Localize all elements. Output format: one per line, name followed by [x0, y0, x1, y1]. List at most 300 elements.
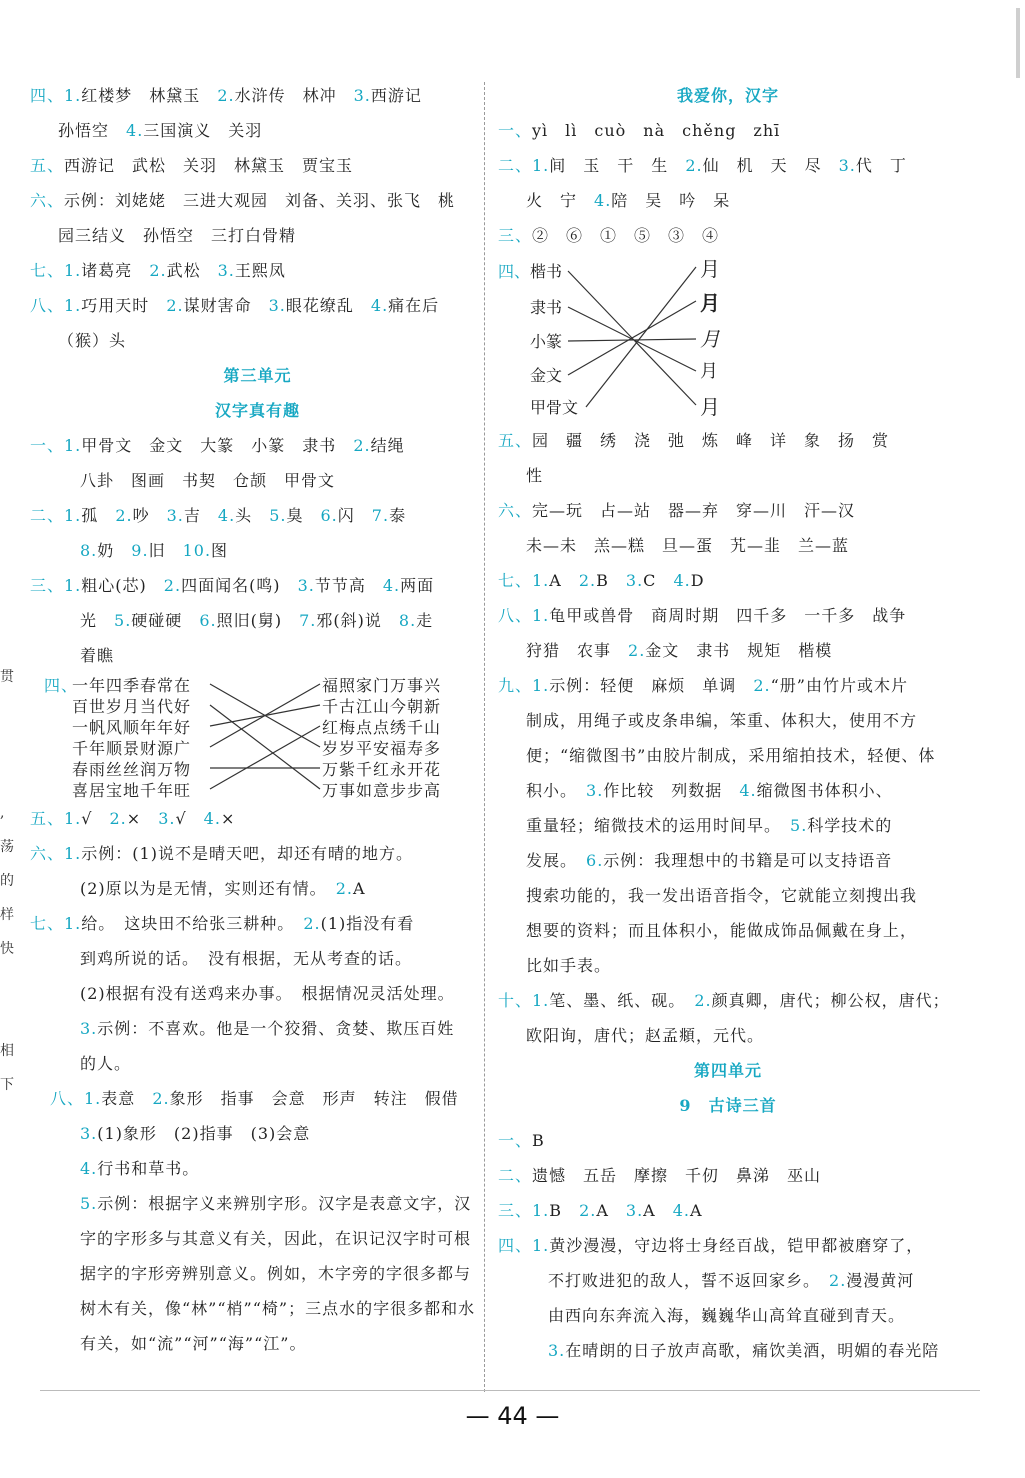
item-marker: 3.: [625, 571, 644, 590]
answer-line: [498, 1228, 958, 1263]
answer-line: [30, 638, 485, 673]
bottom-rule: [40, 1390, 980, 1391]
answer-text: 诸葛亮: [81, 261, 133, 280]
answer-text: 字的字形多与其意义有关，因此，在识记汉字时可根: [80, 1229, 472, 1248]
answer-text: 邪(斜)说: [316, 611, 382, 630]
answer-text: 节节高: [314, 576, 366, 595]
couplet-left: 百世岁月当代好: [72, 697, 192, 716]
answer-text: 完—玩 占—站 器—弃 穿—川 汗—汉: [532, 501, 856, 520]
answer-line: [30, 976, 485, 1011]
answer-text: 照旧(舅): [216, 611, 283, 630]
spine-text: [0, 660, 18, 1102]
match-line: [210, 705, 320, 789]
item-marker: 5.: [114, 611, 132, 630]
answer-text: 泰: [389, 506, 407, 525]
answer-line: [30, 1011, 485, 1046]
answer-line: [498, 738, 958, 773]
answer-text: 树木有关，像“林”“梢”“椅”；三点水的字很多都和水: [80, 1299, 476, 1318]
couplet-left: 喜居宝地千年旺: [72, 781, 192, 800]
right-column: [498, 78, 958, 1368]
answer-line: [30, 568, 485, 603]
answer-text: 龟甲或兽骨 商周时期 四千多 一千多 战争: [549, 606, 907, 625]
answer-line: [30, 801, 485, 836]
answer-line: [30, 1046, 485, 1081]
answer-line: [498, 218, 958, 253]
script-style: 金文: [530, 366, 563, 385]
item-marker: 七、1.: [498, 571, 550, 590]
item-marker: 一、1.: [30, 436, 82, 455]
answer-line: [498, 878, 958, 913]
matching-lines: [30, 673, 480, 801]
answer-text: 到鸡所说的话。 没有根据，无从考查的话。: [80, 949, 413, 968]
answer-text: 谋财害命: [183, 296, 252, 315]
couplet-right: 千古江山今朝新: [322, 697, 442, 716]
answer-text: 制成，用绳子或皮条串编，笨重、体积大，使用不方: [526, 711, 918, 730]
item-marker: 3.: [353, 86, 371, 105]
answer-text: 眼花缭乱: [285, 296, 354, 315]
answer-line: [30, 836, 485, 871]
answer-line: [498, 1193, 958, 1228]
answer-text: (1)象形 (2)指事 (3)会意: [97, 1124, 311, 1143]
answer-line: [30, 148, 485, 183]
unit-title: 第四单元: [693, 1061, 762, 1080]
answer-line: [30, 183, 485, 218]
answer-line: [30, 498, 485, 533]
answer-line: [30, 253, 485, 288]
answer-text: 欧阳询，唐代；赵孟頫，元代。: [526, 1026, 765, 1045]
item-marker: 2.: [152, 1089, 170, 1108]
couplet-right: 万紫千红永开花: [322, 760, 442, 779]
item-marker: 4.: [673, 571, 691, 590]
item-marker: 6.: [199, 611, 217, 630]
answer-text: 旧: [148, 541, 166, 560]
answer-line: [498, 633, 958, 668]
oracle-glyph: 月: [700, 257, 720, 281]
answer-text: 搜索功能的，我一发出语音指令，它就能立刻搜出我: [526, 886, 918, 905]
item-marker: 4.: [126, 121, 144, 140]
item-marker: 2.: [578, 571, 597, 590]
answer-text: B: [596, 571, 609, 590]
answer-text: A: [352, 879, 366, 898]
answer-text: 未—未 羔—糕 旦—蛋 艽—韭 兰—蓝: [526, 536, 850, 555]
answer-text: 孤: [81, 506, 99, 525]
answer-line: [498, 983, 958, 1018]
answer-line: [498, 668, 958, 703]
item-marker: 3.: [297, 576, 315, 595]
item-marker: 六、: [498, 501, 533, 520]
answer-text: 想要的资料；而且体积小，能做成饰品佩戴在身上，: [526, 921, 918, 940]
answer-text: 代 丁: [855, 156, 907, 175]
couplet-right: 万事如意步步高: [322, 781, 442, 800]
answer-line: [498, 913, 958, 948]
answer-line: [498, 528, 958, 563]
item-marker: 3.: [838, 156, 856, 175]
match-line: [210, 726, 320, 789]
answer-text: 便；“缩微图书”由胶片制成，采用缩拍技术，轻便、体: [526, 746, 936, 765]
item-marker: 2.: [694, 991, 712, 1010]
answer-line: [30, 1186, 485, 1221]
item-marker: 五、1.: [30, 809, 82, 828]
spine-char: [0, 1000, 18, 1034]
answer-text: D: [690, 571, 705, 590]
answer-text: 示例：(1)说不是晴天吧，却还有晴的地方。: [81, 844, 413, 863]
match-line: [568, 301, 696, 375]
answer-line: [498, 1158, 958, 1193]
answer-line: [30, 1116, 485, 1151]
answer-line: [498, 1298, 958, 1333]
answer-text: 象形 指事 会意 形声 转注 假借: [169, 1089, 459, 1108]
script-style: 隶书: [530, 298, 563, 317]
answer-text: ② ⑥ ① ⑤ ③ ④: [532, 226, 720, 245]
item-marker: 3.: [80, 1019, 98, 1038]
answer-line: [498, 808, 958, 843]
answer-text: C: [643, 571, 657, 590]
answer-text: 漫漫黄河: [846, 1271, 915, 1290]
answer-text: 颜真卿，唐代；柳公权，唐代；: [711, 991, 950, 1010]
answer-line: [30, 941, 485, 976]
script-style: 楷书: [530, 262, 563, 281]
item-marker: 四、1.: [30, 86, 82, 105]
answer-text: 示例：轻便 麻烦 单调: [549, 676, 737, 695]
answer-line: [498, 113, 958, 148]
answer-text: A: [596, 1201, 609, 1220]
spine-char: 快: [0, 941, 14, 957]
answer-line: [30, 603, 485, 638]
item-marker: 2.: [628, 641, 646, 660]
bronze-glyph: 月: [700, 291, 720, 315]
lesson-number: 9: [679, 1096, 692, 1115]
answer-text: B: [549, 1201, 563, 1220]
item-marker: 三、1.: [30, 576, 82, 595]
answer-text: 吉: [183, 506, 201, 525]
lesson-name: 古诗三首: [708, 1096, 777, 1115]
answer-text: yì lì cuò nà chěng zhī: [532, 121, 781, 140]
item-marker: 7.: [299, 611, 317, 630]
answer-line: [30, 1256, 485, 1291]
answer-line: [30, 78, 485, 113]
item-marker: 2.: [685, 156, 703, 175]
edge-mark: [1016, 8, 1020, 78]
answer-text: 由西向东奔流入海，巍巍华山高耸直碰到青天。: [548, 1306, 906, 1325]
answer-line: [498, 948, 958, 983]
answer-text: 三国演义 关羽: [143, 121, 263, 140]
answer-text: 园三结义 孙悟空 三打白骨精: [58, 226, 297, 245]
spine-char: [0, 762, 18, 796]
section-title: 汉字真有趣: [214, 401, 300, 420]
answer-text: A: [690, 1201, 703, 1220]
item-marker: 8.: [80, 541, 98, 560]
answer-line: [30, 1326, 485, 1361]
item-marker: 3.: [217, 261, 235, 280]
item-marker: 5.: [790, 816, 808, 835]
answer-text: 痛在后: [388, 296, 440, 315]
answer-text: 给。 这块田不给张三耕种。: [81, 914, 287, 933]
answer-text: 积小。: [526, 781, 570, 800]
lesson-title: [498, 1088, 958, 1123]
answer-line: [30, 1081, 485, 1116]
item-marker: 六、: [30, 191, 65, 210]
spine-char: 相: [0, 1043, 14, 1059]
answer-text: 比如手表。: [526, 956, 612, 975]
couplet-matching: [30, 673, 480, 801]
answer-text: B: [532, 1131, 545, 1150]
item-marker: 七、1.: [30, 261, 82, 280]
item-marker: 2.: [166, 296, 184, 315]
spine-char: 贯: [0, 669, 14, 685]
answer-line: [498, 703, 958, 738]
item-marker: 5.: [80, 1194, 98, 1213]
item-marker: 三、1.: [498, 1201, 550, 1220]
answer-text: 重量轻；缩微技术的运用时间早。: [526, 816, 774, 835]
item-marker: 八、1.: [498, 606, 550, 625]
couplet-left: 千年顺景财源广: [72, 739, 192, 758]
answer-text: 武松: [166, 261, 201, 280]
item-marker: 六、1.: [30, 844, 82, 863]
answer-text: 八卦 图画 书契 仓颉 甲骨文: [80, 471, 336, 490]
answer-text: A: [643, 1201, 656, 1220]
item-marker: 3.: [80, 1124, 98, 1143]
answer-line: [30, 218, 485, 253]
item-marker: 2.: [115, 506, 133, 525]
answer-text: 走: [416, 611, 434, 630]
answer-text: 据字的字形旁辨别意义。例如，木字旁的字很多都与: [80, 1264, 472, 1283]
answer-line: [30, 533, 485, 568]
spine-char: 下: [0, 1077, 14, 1093]
answer-line: [498, 183, 958, 218]
couplet-left: 一帆风顺年年好: [72, 718, 192, 737]
item-marker: 八、1.: [50, 1089, 102, 1108]
couplet-left: 春雨丝丝润万物: [72, 760, 192, 779]
item-marker: 一、: [498, 121, 533, 140]
answer-text: ×: [126, 809, 142, 828]
item-marker: 4.: [217, 506, 236, 525]
answer-line: [498, 1333, 958, 1368]
answer-text: 性: [526, 466, 544, 485]
answer-text: 在晴朗的日子放声高歌，痛饮美酒，明媚的春光陪: [565, 1341, 940, 1360]
answer-text: 王熙凤: [234, 261, 286, 280]
answer-text: 结绳: [370, 436, 405, 455]
answer-text: 四面闻名(鸣): [181, 576, 281, 595]
answer-text: 西游记: [370, 86, 422, 105]
answer-text: 奶: [97, 541, 115, 560]
item-marker: 2.: [753, 676, 771, 695]
answer-line: [30, 288, 485, 323]
item-marker: 5.: [269, 506, 287, 525]
answer-line: [498, 1018, 958, 1053]
script-style: 小篆: [530, 332, 563, 351]
answer-line: [498, 493, 958, 528]
item-marker: 4.: [739, 781, 757, 800]
item-marker: 3.: [158, 809, 176, 828]
answer-text: 间 玉 干 生: [549, 156, 669, 175]
item-marker: 4.: [382, 576, 401, 595]
item-marker: 7.: [371, 506, 390, 525]
item-marker: 四、: [44, 676, 79, 695]
couplet-left: 一年四季春常在: [72, 676, 192, 695]
spine-char: [0, 694, 18, 728]
answer-text: 甲骨文 金文 大篆 小篆 隶书: [81, 436, 337, 455]
answer-text: 表意: [101, 1089, 136, 1108]
unit-title: 第三单元: [223, 366, 292, 385]
left-column: [30, 78, 485, 1361]
answer-text: 有关，如“流”“河”“海”“江”。: [80, 1334, 307, 1353]
script-matching: [498, 253, 948, 423]
item-marker: 2.: [303, 914, 321, 933]
answer-line: [498, 148, 958, 183]
item-marker: 2.: [335, 879, 353, 898]
answer-text: 作比较 列数据: [603, 781, 723, 800]
answer-line: [30, 323, 485, 358]
answer-text: “册”由竹片或木片: [770, 676, 908, 695]
item-marker: 五、: [498, 431, 533, 450]
answer-text: 不打败进犯的敌人，誓不返回家乡。: [548, 1271, 813, 1290]
item-marker: 四、: [498, 262, 531, 281]
answer-text: (2)原以为是无情，实则还有情。: [80, 879, 319, 898]
item-marker: 6.: [586, 851, 604, 870]
answer-line: [498, 1263, 958, 1298]
answer-text: 闪: [337, 506, 355, 525]
answer-text: 红楼梦 林黛玉: [81, 86, 201, 105]
item-marker: 9.: [131, 541, 149, 560]
section-title: 我爱你，汉字: [676, 86, 779, 105]
item-marker: 十、1.: [498, 991, 550, 1010]
answer-text: 示例：刘姥姥 三进大观园 刘备、关羽、张飞 桃: [64, 191, 456, 210]
answer-line: [30, 906, 485, 941]
item-marker: 4.: [80, 1159, 98, 1178]
spine-char: ,: [0, 805, 5, 821]
item-marker: 九、1.: [498, 676, 550, 695]
answer-line: [30, 113, 485, 148]
match-line: [586, 267, 696, 407]
answer-text: 黄沙漫漫，守边将士身经百战，铠甲都被磨穿了，: [549, 1236, 924, 1255]
spine-char: 的: [0, 873, 14, 889]
spine-char: [0, 728, 18, 762]
answer-text: 吵: [132, 506, 150, 525]
item-marker: 2.: [579, 1201, 597, 1220]
item-marker: 3.: [166, 506, 184, 525]
item-marker: 4.: [594, 191, 612, 210]
page-number: — 44 —: [465, 1402, 560, 1430]
couplet-right: 红梅点点绣千山: [322, 718, 442, 737]
answer-text: √: [175, 809, 187, 828]
item-marker: 二、: [498, 1166, 533, 1185]
answer-text: ×: [220, 809, 236, 828]
answer-text: 发展。: [526, 851, 570, 870]
answer-line: [30, 1151, 485, 1186]
spine-char: 荡: [0, 839, 14, 855]
item-marker: 2.: [163, 576, 182, 595]
answer-text: 示例：不喜欢。他是一个狡猾、贪婪、欺压百姓: [97, 1019, 455, 1038]
answer-text: 园 疆 绣 浇 弛 炼 峰 详 象 扬 赏: [532, 431, 890, 450]
answer-text: 遗憾 五岳 摩擦 千仞 鼻涕 巫山: [532, 1166, 822, 1185]
item-marker: 3.: [268, 296, 286, 315]
item-marker: 二、1.: [30, 506, 82, 525]
answer-text: 陪 吴 吟 呆: [611, 191, 731, 210]
seal-glyph: 月: [700, 327, 720, 351]
item-marker: 4.: [203, 809, 221, 828]
item-marker: 八、1.: [30, 296, 82, 315]
item-marker: 一、: [498, 1131, 533, 1150]
answer-line: [30, 1221, 485, 1256]
item-marker: 3.: [625, 1201, 644, 1220]
answer-text: 光: [80, 611, 98, 630]
answer-text: A: [549, 571, 562, 590]
answer-line: [30, 1291, 485, 1326]
answer-text: 狩猎 农事: [526, 641, 612, 660]
item-marker: 三、: [498, 226, 533, 245]
item-marker: 4.: [370, 296, 389, 315]
answer-line: [30, 463, 485, 498]
item-marker: 2.: [353, 436, 371, 455]
answer-text: 科学技术的: [807, 816, 893, 835]
answer-line: [498, 458, 958, 493]
answer-text: (1)指没有看: [320, 914, 415, 933]
answer-text: 头: [235, 506, 253, 525]
answer-text: 图: [211, 541, 229, 560]
answer-text: 巧用天时: [81, 296, 150, 315]
couplet-right: 岁岁平安福寿多: [322, 739, 442, 758]
matching-lines: [498, 253, 948, 423]
item-marker: 2.: [829, 1271, 847, 1290]
item-marker: 3.: [586, 781, 604, 800]
answer-line: [498, 563, 958, 598]
answer-line: [498, 773, 958, 808]
answer-text: 示例：根据字义来辨别字形。汉字是表意文字，汉: [97, 1194, 472, 1213]
answer-text: 着瞧: [80, 646, 115, 665]
item-marker: 2.: [217, 86, 235, 105]
answer-text: √: [81, 809, 93, 828]
script-style: 甲骨文: [530, 398, 579, 417]
answer-text: 孙悟空: [58, 121, 110, 140]
answer-text: 硬碰硬: [131, 611, 183, 630]
answer-text: 缩微图书体积小、: [756, 781, 893, 800]
item-marker: 五、: [30, 156, 65, 175]
answer-text: 示例：我理想中的书籍是可以支持语音: [603, 851, 893, 870]
item-marker: 2.: [109, 809, 127, 828]
item-marker: 6.: [320, 506, 338, 525]
answer-text: (2)根据有没有送鸡来办事。 根据情况灵活处理。: [80, 984, 455, 1003]
item-marker: 四、1.: [498, 1236, 550, 1255]
answer-line: [498, 598, 958, 633]
answer-text: 西游记 武松 关羽 林黛玉 贾宝玉: [64, 156, 354, 175]
answer-text: 行书和草书。: [97, 1159, 200, 1178]
couplet-right: 福照家门万事兴: [322, 676, 442, 695]
answer-text: 的人。: [80, 1054, 132, 1073]
answer-text: 笔、墨、纸、砚。: [549, 991, 678, 1010]
answer-line: [30, 428, 485, 463]
answer-text: 金文 隶书 规矩 楷模: [645, 641, 833, 660]
answer-text: 臭: [286, 506, 304, 525]
item-marker: 二、1.: [498, 156, 550, 175]
item-marker: 4.: [672, 1201, 691, 1220]
regular-glyph: 月: [700, 395, 720, 419]
item-marker: 10.: [182, 541, 212, 560]
answer-line: [498, 423, 958, 458]
answer-text: 仙 机 天 尽: [702, 156, 822, 175]
item-marker: 七、1.: [30, 914, 82, 933]
item-marker: 3.: [548, 1341, 566, 1360]
answer-line: [498, 1123, 958, 1158]
answer-line: [498, 843, 958, 878]
spine-char: [0, 966, 18, 1000]
answer-text: 两面: [400, 576, 435, 595]
answer-line: [30, 871, 485, 906]
answer-text: 粗心(芯): [81, 576, 147, 595]
answer-text: 火 宁: [526, 191, 578, 210]
clerical-glyph: 月: [700, 361, 718, 382]
item-marker: 8.: [398, 611, 417, 630]
answer-text: （猴）头: [58, 331, 127, 350]
